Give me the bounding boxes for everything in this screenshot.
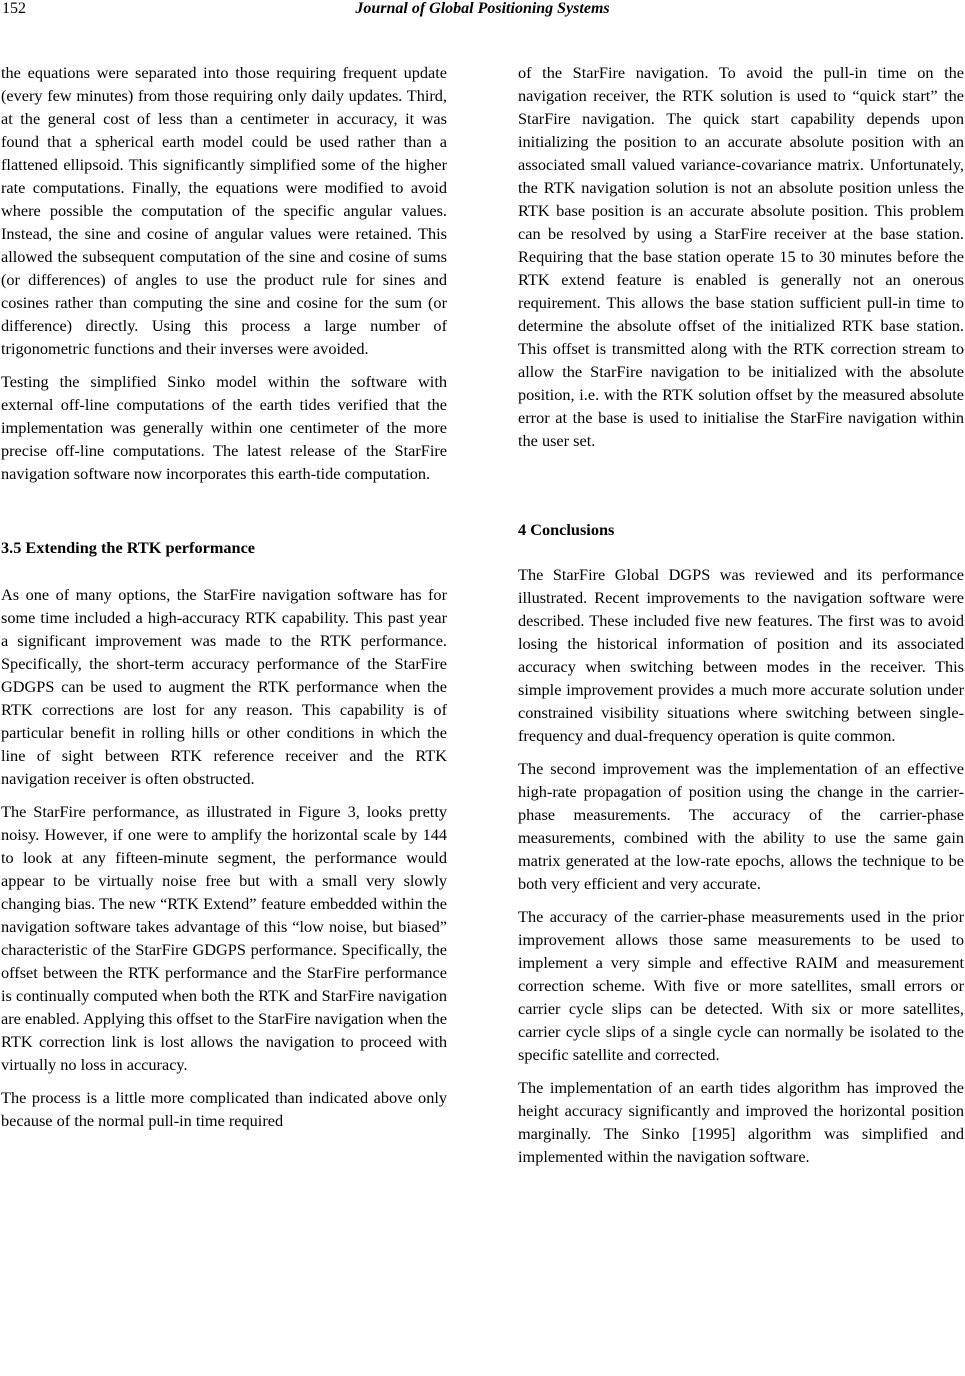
paragraph: the equations were separated into those requiring frequent update (every few minutes) from those requiring only daily updates. Third, at the general cost of less than a centimeter in accuracy, it was found that a spherical earth model could be used rather than a flattened ellipsoid. This significantly simplified some of the higher rate computations. Finally, the equations were modified to avoid where possible the computation of the specific angular values. Instead, the sine and cosine of angular values were retained. This allowed the subsequent computation of the sine and cosine of sums (or differences) of angles to use the product rule for sines and cosines rather than computing the sine and cosine for the sum (or difference) directly. Using this process a large number of trigonometric functions and their inverses were avoided.	[1, 63, 447, 358]
page-number: 152	[2, 0, 26, 17]
left-column	[1, 61, 447, 1142]
page-header	[0, 0, 965, 26]
paragraph: The accuracy of the carrier-phase measurements used in the prior improvement allows those same measurements to be used to implement a very simple and effective RAIM and measurement correction scheme. With five or more satellites, small errors or carrier cycle slips can be detected. With six or more satellites, carrier cycle slips of a single cycle can normally be isolated to the specific satellite and corrected.	[518, 907, 964, 1064]
section-heading-conclusions: 4 Conclusions	[518, 520, 615, 539]
right-column	[518, 61, 964, 1178]
section-heading-3-5: 3.5 Extending the RTK performance	[1, 538, 256, 557]
paragraph: The StarFire performance, as illustrated in Figure 3, looks pretty noisy. However, if one were to amplify the horizontal scale by 144 to look at any fifteen-minute segment, the performance would appear to be virtually noise free but with a small very slowly changing bias. The new “RTK Extend” feature embedded within the navigation software takes advantage of this “low noise, but biased” characteristic of the StarFire GDGPS performance. Specifically, the offset between the RTK performance and the StarFire performance is continually computed when both the RTK and StarFire navigation are enabled. Applying this offset to the StarFire navigation when the RTK correction link is lost allows the navigation to proceed with virtually no loss in accuracy.	[1, 802, 447, 1074]
paragraph: The implementation of an earth tides algorithm has improved the height accuracy significantly and improved the horizontal position marginally. The Sinko [1995] algorithm was simplified and implemented within the navigation software.	[518, 1078, 964, 1166]
paragraph: The process is a little more complicated than indicated above only because of the normal pull-in time required	[1, 1088, 447, 1130]
paragraph: The second improvement was the implementation of an effective high-rate propagation of position using the change in the carrier-phase measurements. The accuracy of the carrier-phase measurements, combined with the ability to use the same gain matrix generated at the low-rate epochs, allows the technique to be both very efficient and very accurate.	[518, 759, 964, 893]
paragraph: of the StarFire navigation. To avoid the pull-in time on the navigation receiver, the RTK solution is used to “quick start” the StarFire navigation. The quick start capability depends upon initializing the position to an accurate absolute position with an associated small valued variance-covariance matrix. Unfortunately, the RTK navigation solution is not an absolute position unless the RTK base position is an accurate absolute position. This problem can be resolved by using a StarFire receiver at the base station. Requiring that the base station operate 15 to 30 minutes before the RTK extend feature is enabled is generally not an onerous requirement. This allows the base station sufficient pull-in time to determine the absolute offset of the initialized RTK base station. This offset is transmitted along with the RTK correction stream to allow the StarFire navigation to be initialized with the absolute position, i.e. with the RTK solution offset by the measured absolute error at the base is used to initialise the StarFire navigation within the user set.	[518, 63, 964, 450]
paragraph: As one of many options, the StarFire navigation software has for some time included a high-accuracy RTK capability. This past year a significant improvement was made to the RTK performance. Specifically, the short-term accuracy performance of the StarFire GDGPS can be used to augment the RTK performance when the RTK corrections are lost for any reason. This capability is of particular benefit in rolling hills or other conditions in which the line of sight between RTK reference receiver and the RTK navigation receiver is often obstructed.	[1, 585, 447, 788]
paragraph: The StarFire Global DGPS was reviewed and its performance illustrated. Recent improvements to the navigation software were described. These included five new features. The first was to avoid losing the historical information of position and its associated accuracy when switching between modes in the receiver. This simple improvement provides a much more accurate solution under constrained visibility situations where switching between single-frequency and dual-frequency operation is quite common.	[518, 565, 964, 745]
paragraph: Testing the simplified Sinko model within the software with external off-line computations of the earth tides verified that the implementation was generally within one centimeter of the more precise off-line computations. The latest release of the StarFire navigation software now incorporates this earth-tide computation.	[1, 372, 447, 483]
journal-title: Journal of Global Positioning Systems	[355, 0, 610, 17]
